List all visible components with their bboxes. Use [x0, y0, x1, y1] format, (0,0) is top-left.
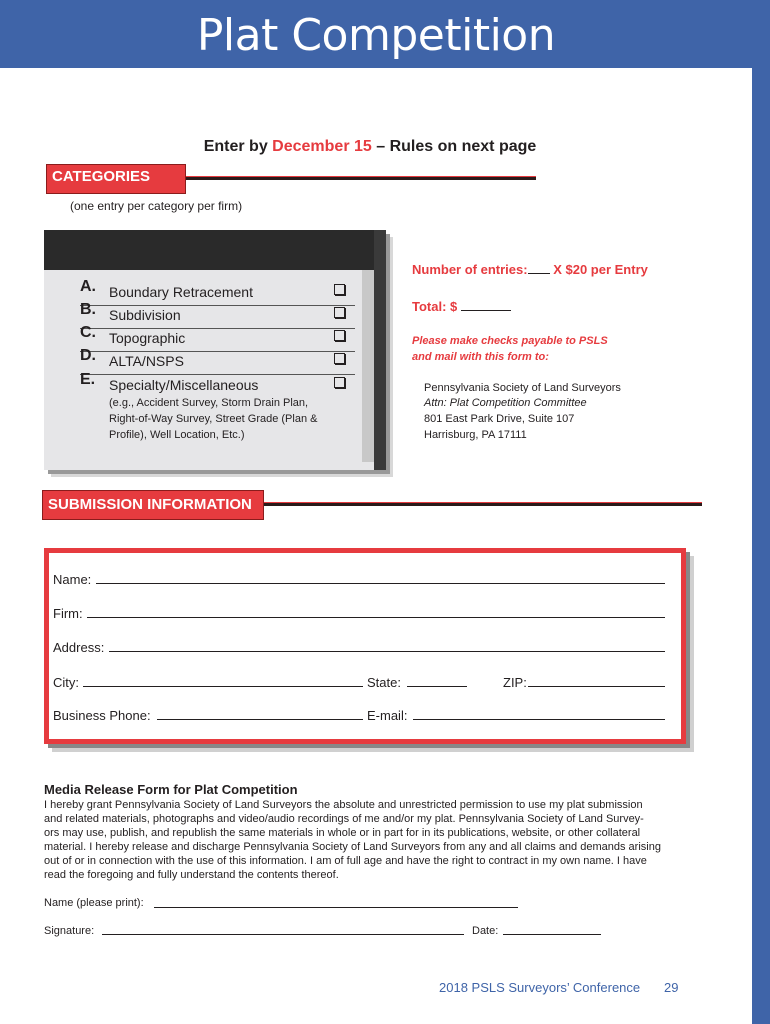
categories-note: (one entry per category per firm)	[70, 199, 243, 213]
date-field[interactable]	[503, 934, 601, 935]
category-row-e	[80, 371, 355, 399]
city-field[interactable]	[83, 686, 363, 687]
categories-box-top	[44, 230, 386, 270]
category-letter: D.	[80, 347, 96, 364]
deadline-prefix: Enter by	[203, 138, 273, 155]
category-checkbox[interactable]	[334, 284, 345, 295]
email-label: E-mail:	[367, 708, 408, 723]
footer-text: 2018 PSLS Surveyors’ Conference	[439, 980, 641, 995]
firm-label: Firm:	[53, 606, 83, 621]
category-checkbox[interactable]	[334, 330, 345, 341]
zip-label: ZIP:	[503, 675, 527, 690]
print-name-field[interactable]	[154, 907, 518, 908]
categories-box-edge	[374, 230, 386, 470]
entry-price: X $20 per Entry	[553, 262, 648, 277]
mailing-address: Attn: Plat Competition Committee	[424, 397, 587, 409]
email-field[interactable]	[413, 719, 665, 720]
total-label: Total: $	[412, 299, 458, 314]
number-of-entries	[412, 262, 648, 277]
category-e-detail: Right-of-Way Survey, Street Grade (Plan &	[109, 413, 318, 425]
signature-field[interactable]	[102, 934, 464, 935]
entries-field[interactable]	[528, 273, 550, 274]
payment-note: and mail with this form to:	[412, 351, 549, 363]
address-field[interactable]	[109, 651, 665, 652]
category-letter: A.	[80, 278, 96, 295]
page-number: 29	[664, 980, 679, 995]
category-name: Specialty/Miscellaneous	[109, 377, 259, 393]
date-label: Date:	[472, 925, 499, 937]
media-release-text: material. I hereby release and discharge Pennsylvania Society of Land Surveyors from any and all claims and demands arising	[44, 841, 661, 853]
media-release-text: out of or in connection with the use of this information. I am of full age and have the right to contract in my own name. I have	[44, 855, 647, 867]
media-release-title: Media Release Form for Plat Competition	[44, 782, 298, 797]
mailing-address: 801 East Park Drive, Suite 107	[424, 413, 575, 425]
media-release-text: read the foregoing and fully understand the contents thereof.	[44, 869, 339, 881]
total-field[interactable]	[461, 310, 511, 311]
name-field[interactable]	[96, 583, 665, 584]
category-row-a	[80, 278, 355, 306]
category-row-d	[80, 347, 355, 375]
deadline-date: December 15	[272, 138, 372, 155]
name-label: Name:	[53, 572, 92, 587]
state-label: State:	[367, 675, 401, 690]
category-e-detail: Profile), Well Location, Etc.)	[109, 429, 245, 441]
category-e-detail: (e.g., Accident Survey, Storm Drain Plan,	[109, 397, 309, 409]
mailing-address: Pennsylvania Society of Land Surveyors	[424, 382, 621, 394]
payment-note: Please make checks payable to PSLS	[412, 335, 608, 347]
deadline-suffix: – Rules on next page	[371, 138, 537, 155]
media-release-text: and related materials, photographs and video/audio recordings of me and/or my plat. Pennsylvania Society of Land Survey-	[44, 813, 644, 825]
category-row-c	[80, 324, 355, 352]
categories-box-shadow	[362, 270, 374, 462]
category-name: Topographic	[109, 330, 186, 346]
state-field[interactable]	[407, 686, 467, 687]
print-name-label: Name (please print):	[44, 897, 144, 909]
category-letter: E.	[80, 371, 96, 388]
entries-label: Number of entries:	[412, 262, 528, 277]
zip-field[interactable]	[528, 686, 665, 687]
phone-label: Business Phone:	[53, 708, 151, 723]
categories-rule	[186, 176, 536, 180]
category-name: Boundary Retracement	[109, 284, 253, 300]
categories-label: CATEGORIES	[46, 164, 186, 194]
address-label: Address:	[53, 640, 105, 655]
category-name: ALTA/NSPS	[109, 353, 184, 369]
category-checkbox[interactable]	[334, 353, 345, 364]
right-stripe	[752, 0, 770, 1024]
page-title: Plat Competition	[196, 10, 556, 61]
category-name: Subdivision	[109, 307, 181, 323]
category-letter: B.	[80, 301, 96, 318]
total	[412, 299, 511, 314]
phone-field[interactable]	[157, 719, 363, 720]
entry-deadline	[0, 138, 740, 156]
firm-field[interactable]	[87, 617, 665, 618]
category-row-b	[80, 301, 355, 329]
category-checkbox[interactable]	[334, 377, 345, 388]
media-release-text: ors may use, publish, and republish the same materials in whole or in part for in its publications, website, or other collateral	[44, 827, 641, 839]
city-label: City:	[53, 675, 79, 690]
media-release-text: I hereby grant Pennsylvania Society of Land Surveyors the absolute and unrestricted permission to use my plat submission	[44, 799, 643, 811]
mailing-address: Harrisburg, PA 17111	[424, 429, 527, 441]
category-checkbox[interactable]	[334, 307, 345, 318]
signature-label: Signature:	[44, 925, 95, 937]
category-letter: C.	[80, 324, 96, 341]
submission-rule	[264, 502, 702, 506]
submission-label: SUBMISSION INFORMATION	[42, 490, 264, 520]
